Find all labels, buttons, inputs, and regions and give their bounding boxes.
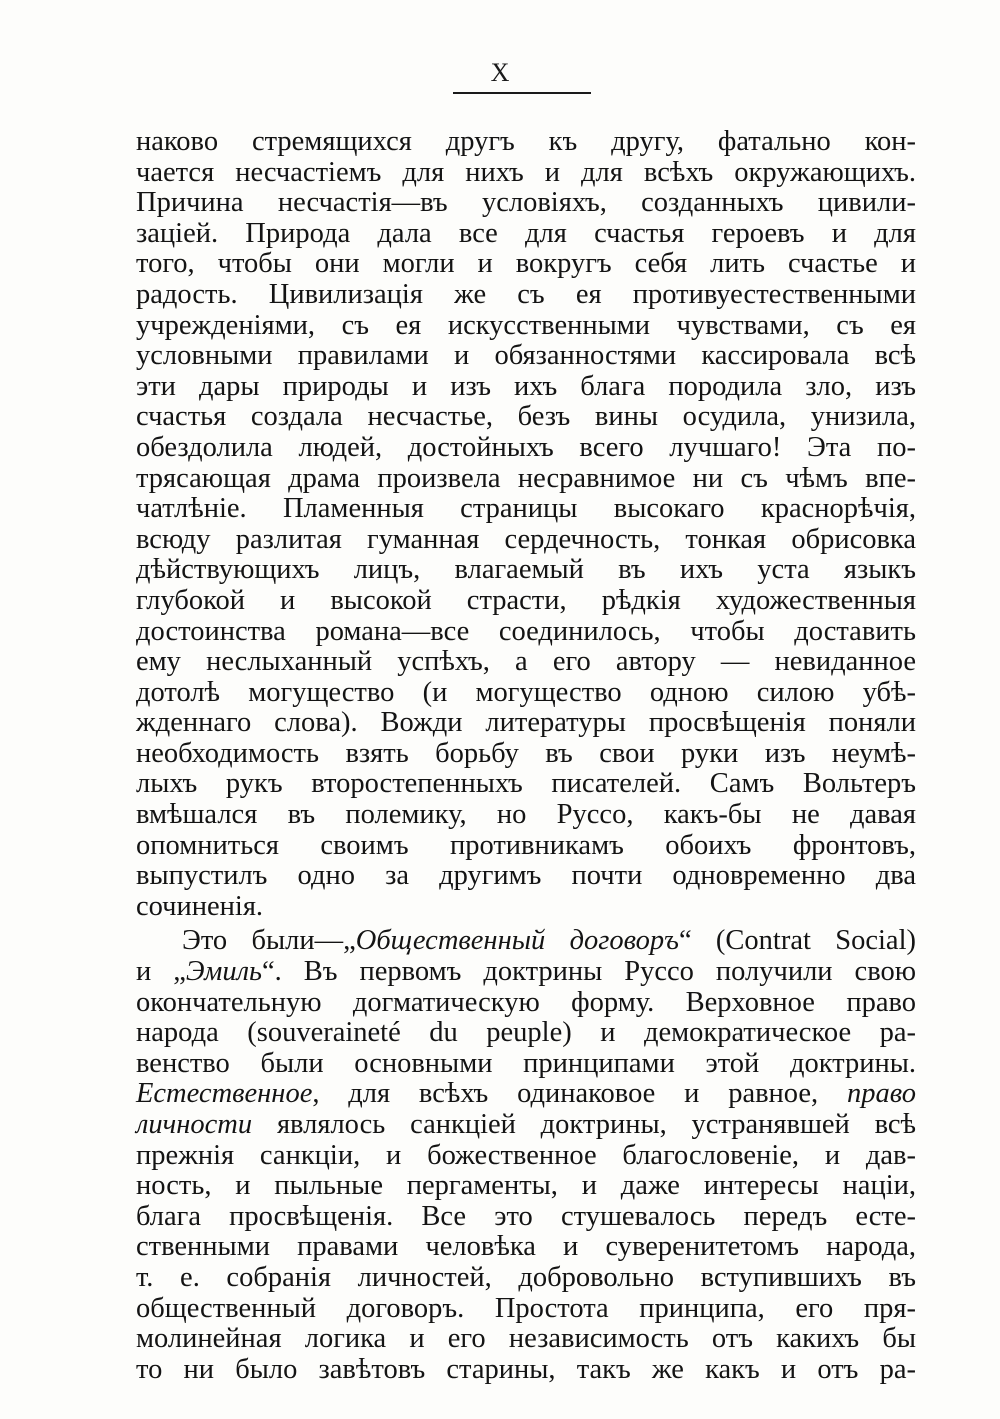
- text-line: Причина несчастія—въ условіяхъ, созданныхъ цивили-: [136, 187, 916, 219]
- text-line: эти дары природы и изъ ихъ блага породила зло, изъ: [136, 370, 916, 402]
- text-body: [136, 127, 916, 1385]
- text-line: счастья создала несчастье, безъ вины осудила, унизила,: [136, 401, 916, 433]
- paragraph-1: [136, 127, 916, 922]
- text-line: [136, 1110, 916, 1141]
- text-run: являлось санкціей доктрины, устранявшей всѣ: [252, 1109, 916, 1140]
- text-line: опомниться своимъ противникамъ обоихъ фронтовъ,: [136, 829, 916, 861]
- text-line: лыхъ рукъ второстепенныхъ писателей. Самъ Вольтеръ: [136, 768, 916, 800]
- text-line: [136, 1079, 916, 1110]
- text-line: необходимость взять борьбу въ свои руки изъ неумѣ-: [136, 737, 916, 769]
- text-line: ность, и пыльные пергаменты, и даже интересы націи,: [136, 1170, 916, 1202]
- text-run: “. Въ первомъ доктрины Руссо получили свою: [261, 956, 916, 988]
- text-line: достоинства романа—все соединилось, чтобы доставить: [136, 615, 916, 647]
- text-line: наково стремящихся другъ къ другу, фатально кон-: [136, 126, 916, 157]
- emphasis-personality: личности: [136, 1109, 253, 1140]
- text-line: обездолила людей, достойныхъ всего лучшаго! Эта по-: [136, 431, 916, 463]
- text-line: жденнаго слова). Вожди литературы просвѣщенія поняли: [136, 707, 916, 739]
- text-line: блага просвѣщенія. Все это стушевалось передъ есте-: [136, 1200, 916, 1232]
- text-line: трясающая драма произвела несравнимое ни съ чѣмъ впе-: [136, 462, 916, 494]
- text-line: вмѣшался въ полемику, но Руссо, какъ-бы не давая: [136, 799, 916, 831]
- text-line: ему неслыханный успѣхъ, а его автору — невиданное: [136, 646, 916, 678]
- title-social-contract: Общественный договоръ: [355, 925, 679, 957]
- text-line: чается несчастіемъ для нихъ и для всѣхъ окружающихъ.: [136, 156, 916, 188]
- text-line: того, чтобы они могли и вокругъ себя лить счастье и: [136, 248, 916, 280]
- page-number: X: [490, 58, 510, 87]
- text-run: Это были—„: [182, 925, 356, 957]
- text-line: сочиненія.: [136, 890, 264, 922]
- text-line: [136, 926, 916, 957]
- text-line: выпустилъ одно за другимъ почти одновременно два: [136, 860, 916, 892]
- text-line: ственными правами человѣка и суверенитетомъ народа,: [136, 1231, 916, 1263]
- text-line: молинейная логика и его независимость отъ какихъ бы: [136, 1323, 916, 1355]
- title-emile: Эмиль: [185, 956, 262, 988]
- text-run: и „: [136, 956, 186, 988]
- emphasis-right: право: [847, 1078, 916, 1110]
- text-run: , для всѣхъ одинаковое и равное,: [312, 1078, 847, 1110]
- text-run: “ (Contrat Social): [678, 925, 916, 957]
- header-rule: [453, 92, 591, 94]
- text-line: заціей. Природа дала все для счастья героевъ и для: [136, 217, 916, 249]
- emphasis-natural: Естественное: [136, 1078, 313, 1110]
- text-line: [136, 957, 916, 988]
- text-line: народа (souveraineté du peuple) и демократическое ра-: [136, 1017, 916, 1049]
- text-line: учрежденіями, съ ея искусственными чувствами, съ ея: [136, 309, 916, 341]
- text-line: венство были основными принципами этой доктрины.: [136, 1047, 916, 1079]
- text-line: всюду разлитая гуманная сердечность, тонкая обрисовка: [136, 523, 916, 555]
- text-line: прежнія санкціи, и божественное благословеніе, и дав-: [136, 1139, 916, 1171]
- text-line: глубокой и высокой страсти, рѣдкія художественныя: [136, 584, 916, 616]
- text-line: окончательную догматическую форму. Верховное право: [136, 986, 916, 1018]
- text-line: т. е. собранія личностей, добровольно вступившихъ въ: [136, 1261, 916, 1293]
- text-line: дѣйствующихъ лицъ, влагаемый въ ихъ уста языкъ: [136, 554, 916, 586]
- text-line: радость. Цивилизація же съ ея противуестественными: [136, 278, 916, 310]
- text-line: условными правилами и обязанностями кассировала всѣ: [136, 340, 916, 372]
- text-line: дотолѣ могущество (и могущество одною силою убѣ-: [136, 676, 916, 708]
- paragraph-2: [136, 926, 916, 1385]
- text-line: общественный договоръ. Простота принципа, его пря-: [136, 1292, 916, 1324]
- text-line: чатлѣніе. Пламенныя страницы высокаго краснорѣчія,: [136, 493, 916, 525]
- text-line: то ни было завѣтовъ старины, такъ же какъ и отъ ра-: [136, 1353, 916, 1385]
